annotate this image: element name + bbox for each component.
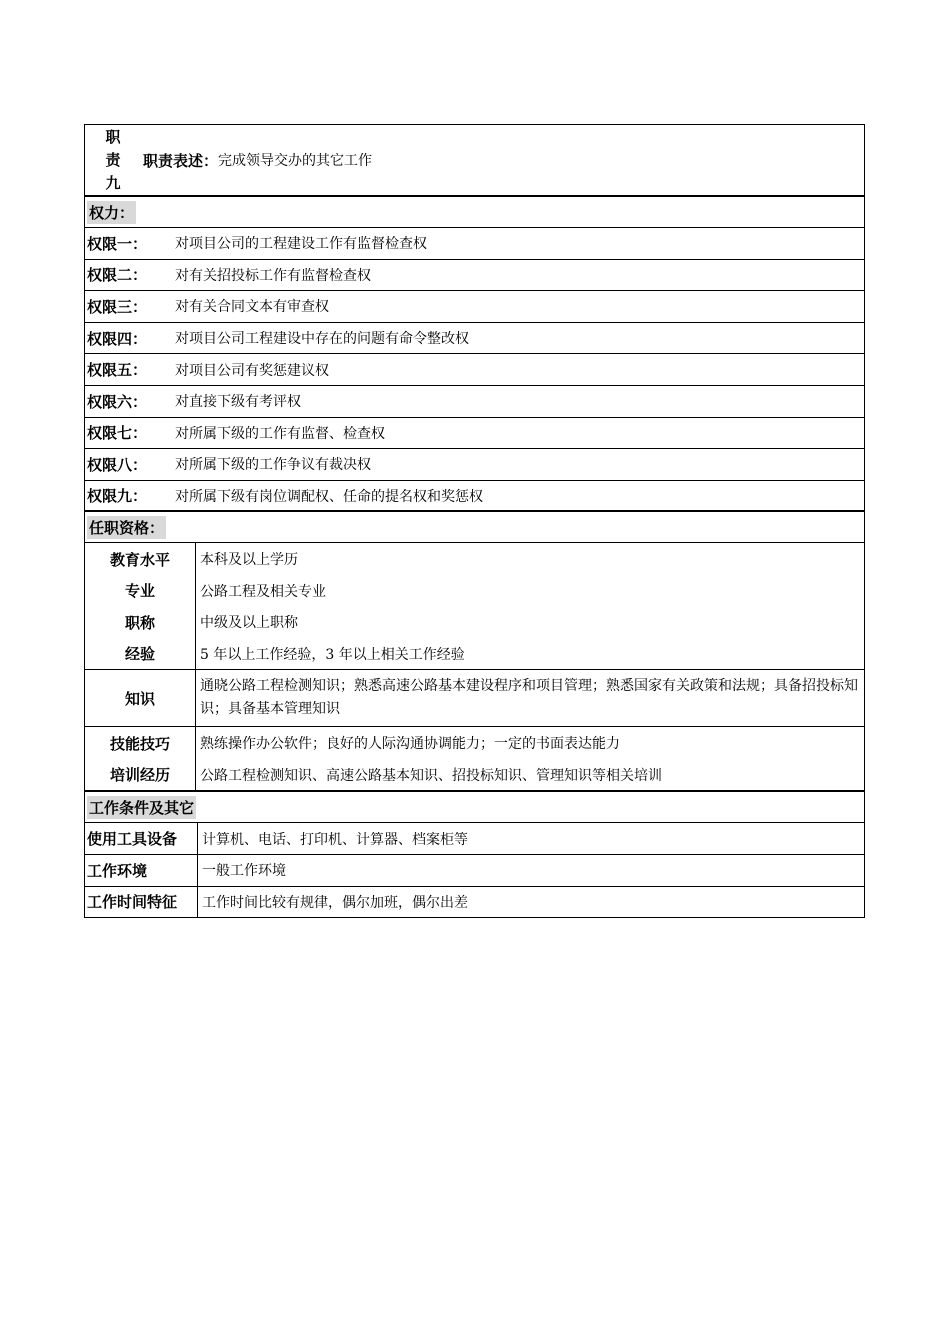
knowledge-label-cell [85, 670, 196, 726]
authority-label: 权限四： [87, 329, 148, 348]
skills-values [196, 727, 864, 790]
duty-nine-char: 责 [105, 150, 121, 169]
skills-labels [85, 727, 196, 790]
authority-row [84, 323, 865, 355]
authority-label: 权限八： [87, 455, 148, 474]
duty-desc-text: 完成领导交办的其它工作 [218, 153, 373, 169]
authority-label: 权限五： [87, 361, 148, 380]
knowledge-label: 知识 [124, 689, 155, 708]
authority-row [84, 386, 865, 418]
authority-text: 对直接下级有考评权 [175, 394, 301, 411]
education-label: 教育水平 [109, 550, 170, 569]
environment-label: 工作环境 [85, 855, 198, 886]
authority-text: 对所属下级的工作有监督、检查权 [175, 425, 385, 442]
tools-value: 计算机、电话、打印机、计算器、档案柜等 [202, 831, 468, 848]
authority-row [84, 228, 865, 260]
work-time-label: 工作时间特征 [85, 887, 198, 918]
duty-nine-char: 职 [105, 127, 121, 146]
authority-label: 权限六： [87, 392, 148, 411]
authority-text: 对所属下级的工作争议有裁决权 [175, 457, 371, 474]
conditions-section-header [84, 792, 865, 823]
authority-section-header [84, 197, 865, 228]
duty-nine-description [137, 150, 372, 171]
authority-label: 权限一： [87, 234, 148, 253]
title-value: 中级及以上职称 [200, 615, 298, 632]
conditions-header: 工作条件及其它 [87, 796, 196, 819]
authority-row [84, 449, 865, 481]
authority-label: 权限七： [87, 424, 148, 443]
authority-row [84, 481, 865, 513]
authority-row [84, 260, 865, 292]
duty-nine-label [85, 126, 137, 195]
environment-value: 一般工作环境 [202, 863, 286, 880]
skills-label: 技能技巧 [109, 734, 170, 753]
knowledge-row [84, 670, 865, 727]
authority-text: 对项目公司工程建设中存在的问题有命令整改权 [175, 331, 469, 348]
qualification-section-header [84, 512, 865, 543]
major-value: 公路工程及相关专业 [200, 583, 326, 600]
training-value: 公路工程检测知识、高速公路基本知识、招投标知识、管理知识等相关培训 [200, 767, 662, 784]
knowledge-value-cell [196, 670, 864, 726]
qualification-values [196, 543, 864, 669]
skills-value: 熟练操作办公软件；良好的人际沟通协调能力；一定的书面表达能力 [200, 736, 620, 753]
qualification-basic-group [84, 543, 865, 670]
authority-text: 对有关合同文本有审查权 [175, 299, 329, 316]
authority-row [84, 418, 865, 450]
authority-header: 权力： [87, 201, 136, 224]
authority-label: 权限二： [87, 266, 148, 285]
authority-text: 对有关招投标工作有监督检查权 [175, 267, 371, 284]
major-label: 专业 [124, 582, 155, 601]
authority-text: 对项目公司的工程建设工作有监督检查权 [175, 236, 427, 253]
duty-nine-row [84, 124, 865, 197]
authority-row [84, 291, 865, 323]
experience-value: 5 年以上工作经验，3 年以上相关工作经验 [200, 646, 465, 663]
authority-label: 权限三： [87, 297, 148, 316]
duty-desc-label: 职责表述： [143, 151, 219, 170]
environment-row [84, 855, 865, 887]
experience-label: 经验 [124, 645, 155, 664]
knowledge-value: 通晓公路工程检测知识；熟悉高速公路基本建设程序和项目管理；熟悉国家有关政策和法规；具备招投标知识；具备基本管理知识 [200, 678, 858, 718]
authority-text: 对项目公司有奖惩建议权 [175, 362, 329, 379]
education-value: 本科及以上学历 [200, 552, 298, 569]
job-description-table [84, 124, 865, 918]
tools-label: 使用工具设备 [85, 823, 198, 854]
tools-row [84, 823, 865, 855]
title-label: 职称 [124, 613, 155, 632]
duty-nine-char: 九 [105, 173, 121, 192]
authority-text: 对所属下级有岗位调配权、任命的提名权和奖惩权 [175, 488, 483, 505]
work-time-value: 工作时间比较有规律，偶尔加班，偶尔出差 [202, 894, 468, 911]
work-time-row [84, 887, 865, 919]
authority-label: 权限九： [87, 487, 148, 506]
authority-row [84, 354, 865, 386]
skills-training-group [84, 727, 865, 792]
training-label: 培训经历 [109, 766, 170, 785]
qualification-labels [85, 543, 196, 669]
qualification-header: 任职资格： [87, 516, 166, 539]
